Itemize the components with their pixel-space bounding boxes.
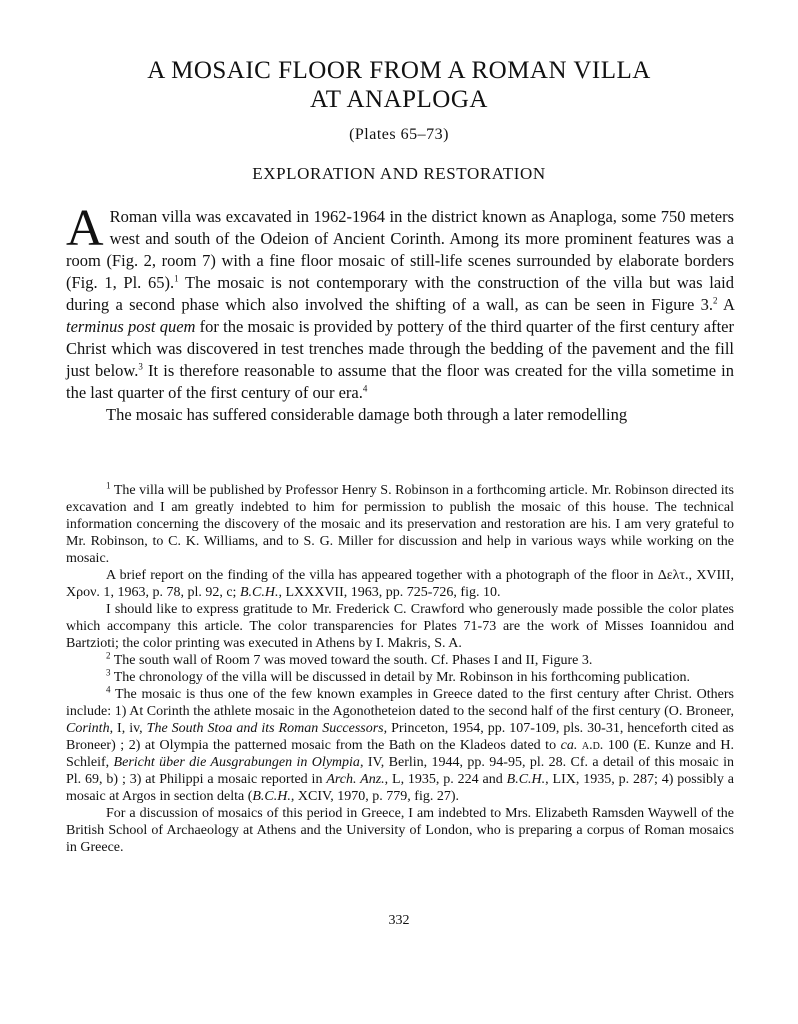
footnote-text: , LIX, 1935, p. 287; 4) possibly a mosaic at Argos in section delta ( (66, 772, 735, 804)
footnote-italic: Corinth (66, 721, 110, 736)
footnote-mark: 2 (106, 650, 111, 661)
footnote-1 (66, 482, 734, 567)
footnote-text: a.d. (577, 738, 604, 753)
footnote-italic: B.C.H. (252, 789, 291, 804)
footnote-4 (66, 686, 734, 805)
footnote-text: , 1963, p. 78, pl. 92, c; (110, 585, 240, 600)
body-text-run: The mosaic is not contemporary with the construction of the villa but was laid during a second phase which also involved the shifting of a wall, as can be seen in Figure 3. (66, 273, 734, 314)
body-text-run: It is therefore reasonable to assume that the floor was created for the villa sometime in the last quarter of the first century of our era. (66, 361, 735, 402)
footnote-ref-3[interactable]: 3 (138, 361, 143, 372)
body-paragraph-1 (66, 200, 735, 404)
footnote-text: The mosaic is thus one of the few known examples in Greece dated to the first century after Christ. Others include: 1) At Corinth the athlete mosaic in the Agonotheteion dated to the second half of the first century (O. Broneer, (66, 687, 734, 719)
body-paragraph-2: The mosaic has suffered considerable damage both through a later remodelling (106, 405, 628, 424)
page-number: 332 (388, 913, 410, 928)
footnote-mark: 3 (106, 667, 111, 678)
footnote-4-paragraph-2: For a discussion of mosaics of this period in Greece, I am indebted to Mrs. Elizabeth Ramsden Waywell of the British School of Archaeology at Athens and the University of London, who is preparing a corpus of Roman mosaics in Greece. (66, 806, 734, 855)
plates-reference: (Plates 65–73) (349, 126, 449, 143)
footnote-text: , LXXXVII, 1963, pp. 725-726, fig. 10. (278, 585, 501, 600)
footnote-italic: Bericht über die Ausgrabungen in Olympia (113, 755, 360, 770)
footnote-text: The villa will be published by Professor Henry S. Robinson in a forthcoming article. Mr. Robinson directed its excavation and I am greatly indebted to him for permission to publish the mosaic of this house. The technical information concerning the discovery of the mosaic and its preservation and restoration are his. I am very grateful to Mr. Robinson, to C. K. Williams, and to S. G. Miller for discussion and help in various ways while working on the mosaic. (66, 483, 734, 566)
footnote-ref-4[interactable]: 4 (362, 383, 368, 394)
footnote-1-paragraph-2 (66, 567, 734, 601)
footnote-ref-1[interactable]: 1 (174, 273, 179, 284)
article-title-line-1: A MOSAIC FLOOR FROM A ROMAN VILLA (147, 57, 651, 84)
body-italic-term: terminus post quem (66, 317, 196, 336)
article-title-line-2: AT ANAPLOGA (310, 86, 488, 113)
footnote-text: The chronology of the villa will be discussed in detail by Mr. Robinson in his forthcoming publication. (110, 670, 691, 685)
footnote-text: A brief report on the finding of the villa has appeared together with a photograph of the floor in (106, 568, 658, 583)
footnote-3 (66, 669, 734, 686)
footnote-italic: Arch. Anz. (326, 772, 385, 787)
footnote-1-paragraph-3: I should like to express gratitude to Mr. Frederick C. Crawford who generously made possible the color plates which accompany this article. The color transparencies for Plates 71-73 are the work of Misses Ioannidou and Bartzioti; the color printing was executed in Athens by I. Makris, S. A. (66, 602, 734, 651)
footnote-text: , L, 1935, p. 224 and (384, 772, 507, 787)
footnote-mark: 1 (106, 480, 111, 491)
footnote-text: , XCIV, 1970, p. 779, fig. 27). (290, 789, 460, 804)
footnote-italic: B.C.H. (239, 585, 279, 600)
footnote-text: 100 (E. Kunze and H. Schleif, (66, 738, 735, 770)
body-text-run: for the mosaic is provided by pottery of the third quarter of the first century after Christ which was discovered in test trenches made through the bedding of the pavement and the fill just below. (66, 317, 734, 380)
footnote-2 (66, 652, 734, 669)
footnote-mark: 4 (106, 684, 111, 695)
footnotes (66, 482, 734, 856)
footnote-text: , IV, Berlin, 1944, pp. 94-95, pl. 28. Cf. a detail of this mosaic in Pl. 69, b) ; 3) at Philippi a mosaic reported in (66, 755, 734, 787)
footnote-ref-2[interactable]: 2 (713, 295, 718, 306)
article-title (0, 56, 798, 114)
footnote-text: The south wall of Room 7 was moved toward the south. Cf. Phases I and II, Figure 3. (110, 653, 593, 668)
footnote-text: Δελτ., XVIII, Χρον. 1 (66, 568, 734, 600)
footnote-italic: B.C.H. (506, 772, 546, 787)
body-text (66, 200, 735, 426)
body-text-run: A (717, 295, 734, 314)
section-heading: EXPLORATION AND RESTORATION (252, 164, 546, 183)
footnote-italic: ca. (560, 738, 578, 753)
footnote-text: , I, iv, (109, 721, 147, 736)
body-text-run: Roman villa was excavated in 1962-1964 in the district known as Anaploga, some 750 meters west and south of the Odeion of Ancient Corinth. Among its more prominent features was a room (Fig. 2, room 7) with a fine floor mosaic of still-life scenes surrounded by elaborate borders (Fig. 1, Pl. 65). (66, 207, 734, 292)
footnote-text: , Princeton, 1954, pp. 107-109, pls. 30-31, henceforth cited as Broneer) ; 2) at Olympia the patterned mosaic from the Bath on the Kladeos dated to (66, 721, 734, 753)
drop-cap: A (66, 200, 104, 257)
footnote-italic: The South Stoa and its Roman Successors (146, 721, 384, 736)
